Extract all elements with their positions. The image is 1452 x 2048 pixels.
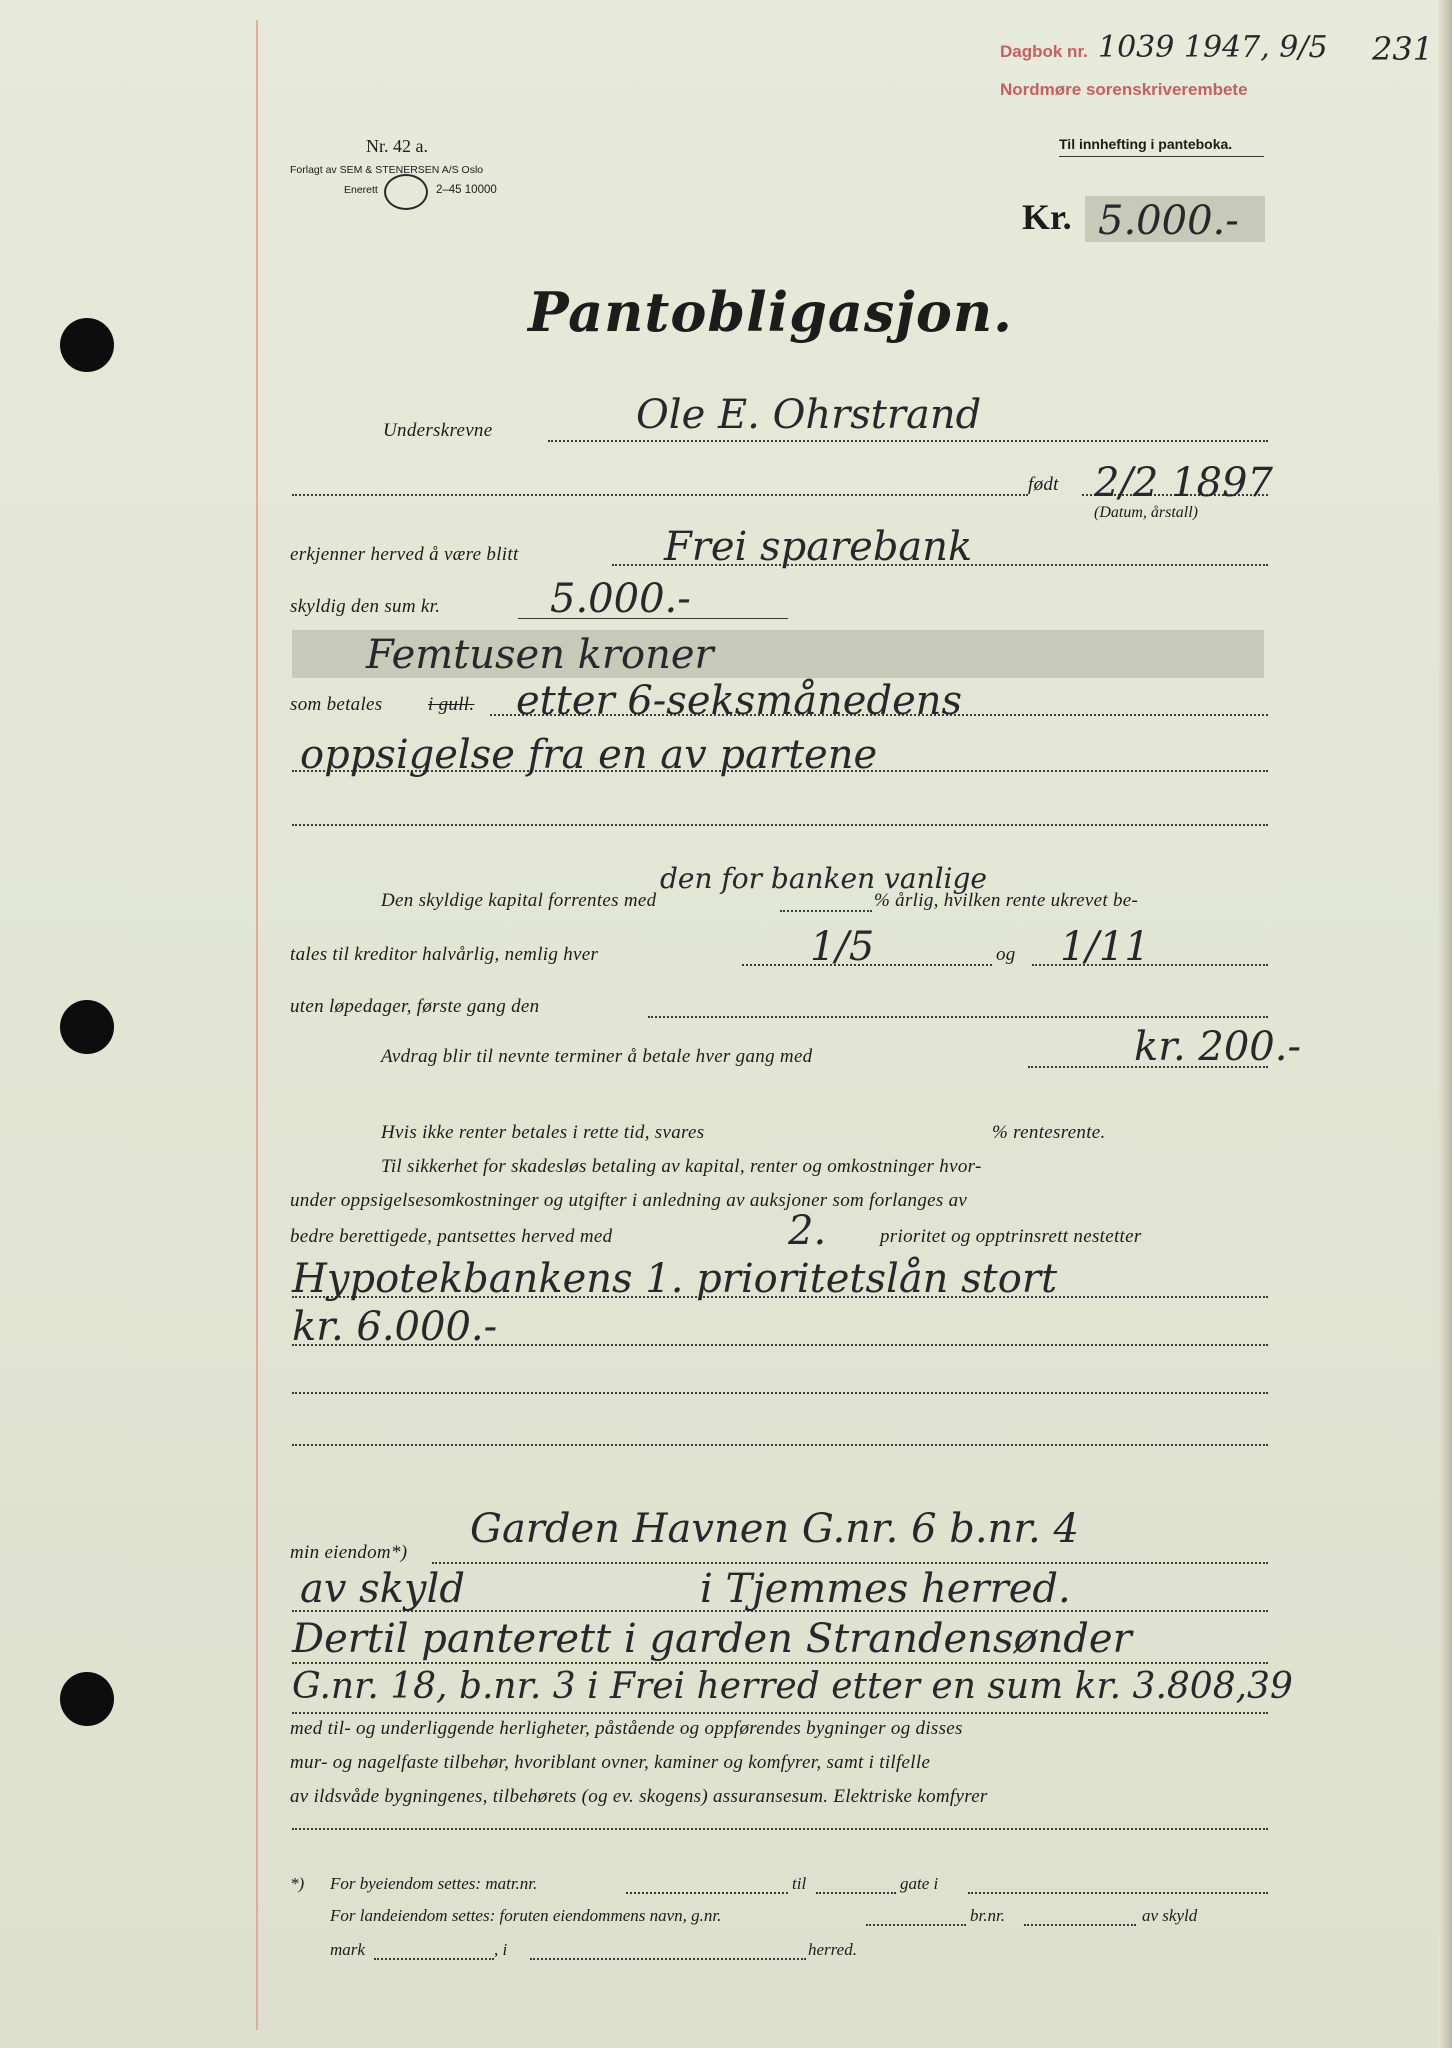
footnote-line-3a: mark: [330, 1940, 365, 1959]
property-hw-2a: av skyld: [300, 1566, 465, 1612]
interest-line-1: Den skyldige kapital forrentes med: [381, 890, 657, 911]
property-hw-4: G.nr. 18, b.nr. 3 i Frei herred etter en sum kr. 3.808,39: [292, 1666, 1293, 1707]
property-line-4: [292, 1712, 1268, 1714]
security-para-3: bedre berettigede, pantsettes herved med: [290, 1226, 613, 1247]
property-hw-2b: i Tjemmes herred.: [700, 1566, 1071, 1612]
interest-line-2: tales til kreditor halvårlig, nemlig hver: [290, 944, 599, 965]
footnote-line-2b: br.nr.: [970, 1906, 1005, 1925]
footnote-mark-line: [374, 1958, 494, 1960]
footnote-herred-line: [530, 1958, 806, 1960]
security-line-3: [292, 1392, 1268, 1394]
footnote-line-3b: , i: [494, 1940, 508, 1959]
term-date-1: 1/5: [810, 924, 875, 970]
property-hw-1: Garden Havnen G.nr. 6 b.nr. 4: [470, 1506, 1079, 1552]
interest-line-3: uten løpedager, første gang den: [290, 996, 540, 1017]
publisher-logo: [384, 174, 428, 210]
margin-rule: [256, 20, 258, 2030]
security-para-3-tail: prioritet og opptrinsrett nestetter: [880, 1226, 1142, 1247]
punch-hole-3: [60, 1672, 114, 1726]
property-line-5: [292, 1828, 1268, 1830]
first-date-line: [648, 1016, 1268, 1018]
print-code: 2–45 10000: [436, 184, 497, 196]
property-text-1: med til- og underliggende herligheter, påstående og oppførendes bygninger og disses: [290, 1718, 963, 1739]
document-title: Pantobligasjon.: [528, 280, 1013, 344]
interest-line-4: Avdrag blir til nevnte terminer å betale hver gang med: [381, 1046, 813, 1067]
priority-number: 2.: [788, 1208, 827, 1254]
footnote-til-line: [816, 1892, 896, 1894]
registry-stamp-line2: Nordmøre sorenskriverembete: [1000, 80, 1248, 99]
security-hw-2: kr. 6.000.-: [292, 1304, 498, 1350]
footnote-marker: *): [290, 1874, 305, 1893]
security-hw-1: Hypotekbankens 1. prioritetslån stort: [292, 1256, 1058, 1302]
paid-line-3: [292, 824, 1268, 826]
footnote-brnr-line: [1024, 1924, 1136, 1926]
page-number: 231: [1372, 30, 1434, 68]
creditor-name: Frei sparebank: [664, 524, 973, 570]
born-date: 2/2 1897: [1094, 460, 1273, 506]
footnote-line-1a: For byeiendom settes: matr.nr.: [330, 1874, 538, 1893]
attach-note-underline: [1059, 156, 1264, 157]
born-label: født: [1028, 474, 1059, 495]
attach-note: Til innhefting i panteboka.: [1059, 136, 1233, 152]
registry-stamp-line1: [1000, 42, 1088, 62]
footnote-line-3c: herred.: [808, 1940, 857, 1959]
interest-line-1-tail: % årlig, hvilken rente ukrevet be-: [874, 890, 1139, 911]
stamp-handwritten-number: 1039 1947, 9/5: [1098, 30, 1328, 65]
property-label: min eiendom*): [290, 1542, 408, 1563]
punch-hole-2: [60, 1000, 114, 1054]
undersigned-label: Underskrevne: [383, 420, 493, 441]
paid-struck-text: i gull.: [428, 694, 475, 715]
paid-terms-1: etter 6-seksmånedens: [516, 678, 963, 724]
amount-in-words: Femtusen kroner: [366, 632, 714, 678]
term-date-2: 1/11: [1060, 924, 1150, 970]
undersigned-line-2: [292, 494, 1028, 496]
punch-hole-1: [60, 318, 114, 372]
security-para-2: under oppsigelsesomkostninger og utgifter i anledning av auksjoner som forlanges av: [290, 1190, 968, 1211]
paid-terms-2: oppsigelse fra en av partene: [300, 732, 878, 778]
security-para-1: Til sikkerhet for skadesløs betaling av kapital, renter og omkostninger hvor-: [381, 1156, 982, 1177]
born-hint: (Datum, årstall): [1094, 504, 1198, 521]
footnote-line-1b: til: [792, 1874, 807, 1893]
stamp-label: Dagbok nr.: [1000, 42, 1088, 61]
security-line-4: [292, 1444, 1268, 1446]
property-line-3: [292, 1662, 1268, 1664]
property-hw-3: Dertil panterett i garden Strandensønder: [292, 1616, 1132, 1662]
footnote-line-2a: For landeiendom settes: foruten eiendommens navn, g.nr.: [330, 1906, 722, 1925]
footnote-matr-line: [626, 1892, 788, 1894]
property-text-3: av ildsvåde bygningenes, tilbehørets (og ev. skogens) assuransesum. Elektriske komfyrer: [290, 1786, 988, 1807]
acknowledge-label: erkjenner herved å være blitt: [290, 544, 519, 565]
paid-label: som betales: [290, 694, 383, 715]
page-edge: [1438, 0, 1452, 2048]
publisher-line: Forlagt av SEM & STENERSEN A/S Oslo: [290, 164, 484, 176]
interest-rate-line: [780, 910, 872, 912]
undersigned-name: Ole E. Ohrstrand: [636, 392, 982, 438]
and-label: og: [996, 944, 1016, 965]
form-number: Nr. 42 a.: [366, 136, 428, 156]
property-line-1: [432, 1562, 1268, 1564]
undersigned-line: [548, 440, 1268, 442]
rights-note: Enerett: [344, 184, 378, 196]
owes-amount: 5.000.-: [550, 576, 691, 622]
owes-label: skyldig den sum kr.: [290, 596, 441, 617]
footnote-gnr-line: [866, 1924, 966, 1926]
interest-inserted: den for banken vanlige: [660, 862, 988, 895]
footnote-line-1c: gate i: [900, 1874, 939, 1893]
footnote-line-2c: av skyld: [1142, 1906, 1198, 1925]
interest-line-5-tail: % rentesrente.: [992, 1122, 1106, 1143]
installment-amount: kr. 200.-: [1134, 1024, 1301, 1070]
footnote-gate-line: [968, 1892, 1268, 1894]
kr-amount: 5.000.-: [1098, 198, 1239, 244]
interest-line-5: Hvis ikke renter betales i rette tid, svares: [381, 1122, 705, 1143]
property-text-2: mur- og nagelfaste tilbehør, hvoriblant ovner, kaminer og komfyrer, samt i tilfelle: [290, 1752, 931, 1773]
kr-label: Kr.: [1022, 197, 1072, 237]
